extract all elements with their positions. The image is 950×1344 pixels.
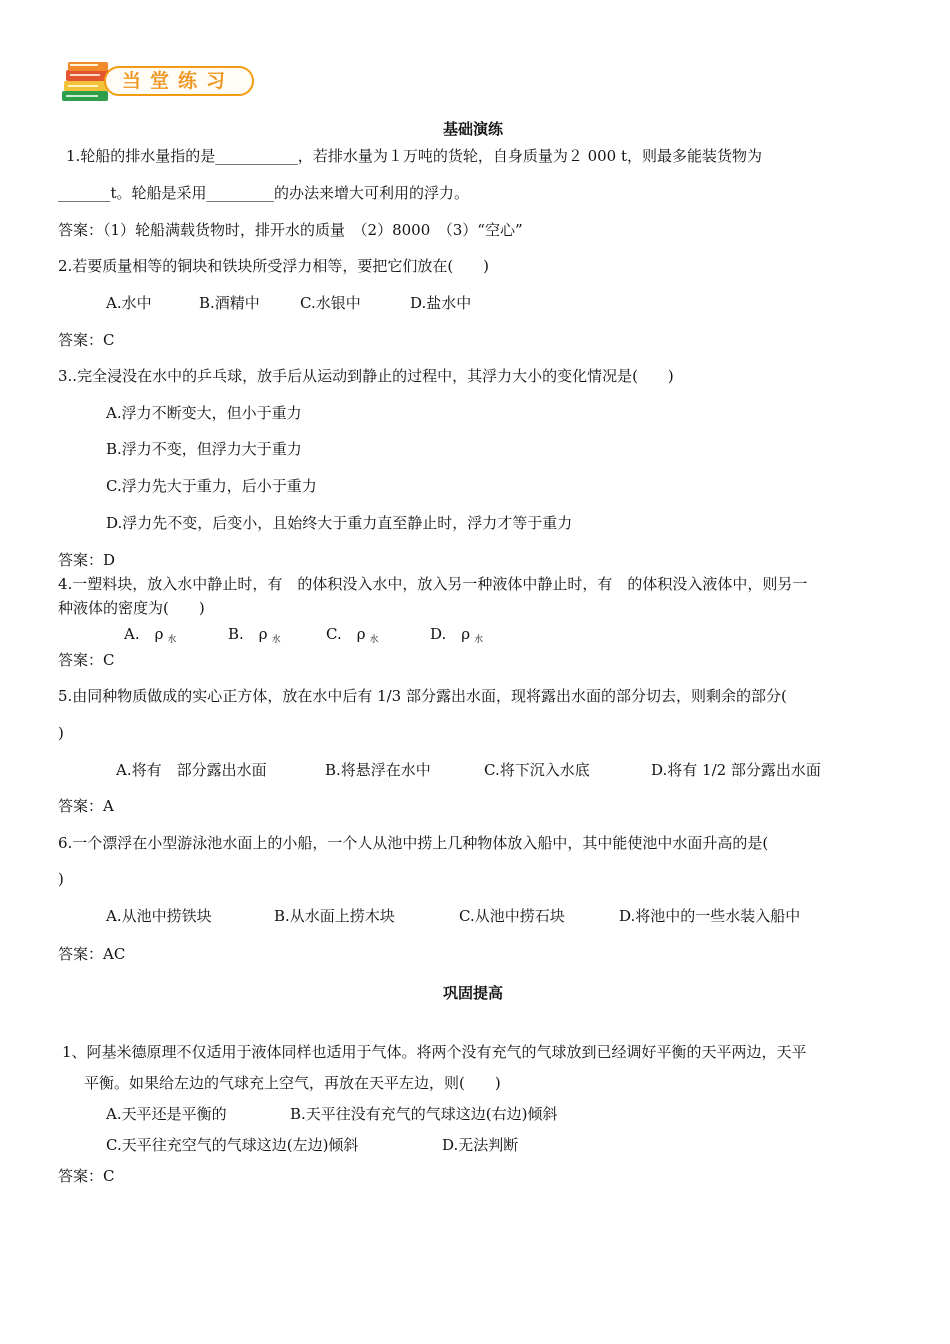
question-4-answer: 答案：C: [58, 651, 115, 669]
question-7-answer: 答案：C: [58, 1167, 115, 1185]
question-7-option-c: C.天平往充空气的气球这边(左边)倾斜: [106, 1136, 359, 1154]
question-4-option-b: B. ρ $_水$: [228, 625, 281, 645]
question-4-option-c: C. ρ $_水$: [326, 625, 379, 645]
question-1-line-2: _______t。轮船是采用_________的办法来增大可利用的浮力。: [58, 184, 470, 202]
question-5-option-b: B.将悬浮在水中: [325, 761, 431, 779]
question-3-stem: 3..完全浸没在水中的乒乓球，放手后从运动到静止的过程中，其浮力大小的变化情况是( ): [58, 367, 674, 385]
question-2-option-a: A.水中: [106, 294, 152, 312]
question-6-option-c: C.从池中捞石块: [459, 907, 565, 925]
question-7-option-d: D.无法判断: [442, 1136, 519, 1154]
question-1-answer: 答案：（1）轮船满载货物时，排开水的质量 （2）8000 （3）“空心”: [58, 221, 523, 239]
question-2-answer: 答案：C: [58, 331, 115, 349]
question-3-answer: 答案：D: [58, 551, 116, 569]
question-4-option-a: A. ρ $_水$: [124, 625, 177, 645]
question-6-line-2: ): [58, 870, 64, 888]
section-badge: [58, 57, 258, 107]
question-2-option-d: D.盐水中: [410, 294, 472, 312]
question-7-option-b: B.天平往没有充气的气球这边(右边)倾斜: [290, 1105, 558, 1123]
badge-label: 当堂练习: [122, 70, 235, 92]
question-6-line-1: 6.一个漂浮在小型游泳池水面上的小船，一个人从池中捞上几种物体放入船中，其中能使池中水面升高的是(: [58, 834, 769, 852]
question-5-option-c: C.将下沉入水底: [484, 761, 590, 779]
question-2-stem: 2.若要质量相等的铜块和铁块所受浮力相等，要把它们放在( ): [58, 257, 490, 275]
question-3-option-d: D.浮力先不变，后变小，且始终大于重力直至静止时，浮力才等于重力: [106, 514, 573, 532]
question-6-option-d: D.将池中的一些水装入船中: [619, 907, 801, 925]
question-3-option-b: B.浮力不变，但浮力大于重力: [106, 440, 302, 458]
question-5-option-d: D.将有 1/2 部分露出水面: [651, 761, 821, 779]
question-6-option-a: A.从池中捞铁块: [106, 907, 212, 925]
question-3-option-c: C.浮力先大于重力，后小于重力: [106, 477, 317, 495]
section-title-basic: 基础演练: [443, 120, 504, 138]
question-7-line-1: 1、阿基米德原理不仅适用于液体同样也适用于气体。将两个没有充气的气球放到已经调好平衡的天平两边，天平: [62, 1043, 807, 1061]
question-4-line-2: 种液体的密度为( ): [58, 599, 205, 617]
question-7-option-a: A.天平还是平衡的: [106, 1105, 227, 1123]
question-2-option-c: C.水银中: [300, 294, 361, 312]
question-2-option-b: B.酒精中: [199, 294, 260, 312]
question-5-answer: 答案：A: [58, 797, 114, 815]
question-4-line-1: 4.一塑料块，放入水中静止时，有 的体积没入水中，放入另一种液体中静止时，有 的体积没入液体中，则另一: [58, 575, 808, 593]
question-6-option-b: B.从水面上捞木块: [274, 907, 395, 925]
question-4-option-d: D. ρ $_水$: [430, 625, 484, 645]
question-1-line-1: 1.轮船的排水量指的是___________，若排水量为１万吨的货轮，自身质量为２ 000 t，则最多能装货物为: [66, 147, 763, 165]
question-7-line-2: 平衡。如果给左边的气球充上空气，再放在天平左边，则( ): [84, 1074, 501, 1092]
section-title-consolidation: 巩固提高: [443, 984, 504, 1002]
question-5-option-a: A.将有 部分露出水面: [116, 761, 267, 779]
question-6-answer: 答案：AC: [58, 945, 126, 963]
question-5-line-1: 5.由同种物质做成的实心正方体，放在水中后有 1/3 部分露出水面，现将露出水面的部分切去，则剩余的部分(: [58, 687, 787, 705]
question-5-line-2: ): [58, 724, 64, 742]
question-3-option-a: A.浮力不断变大，但小于重力: [106, 404, 302, 422]
